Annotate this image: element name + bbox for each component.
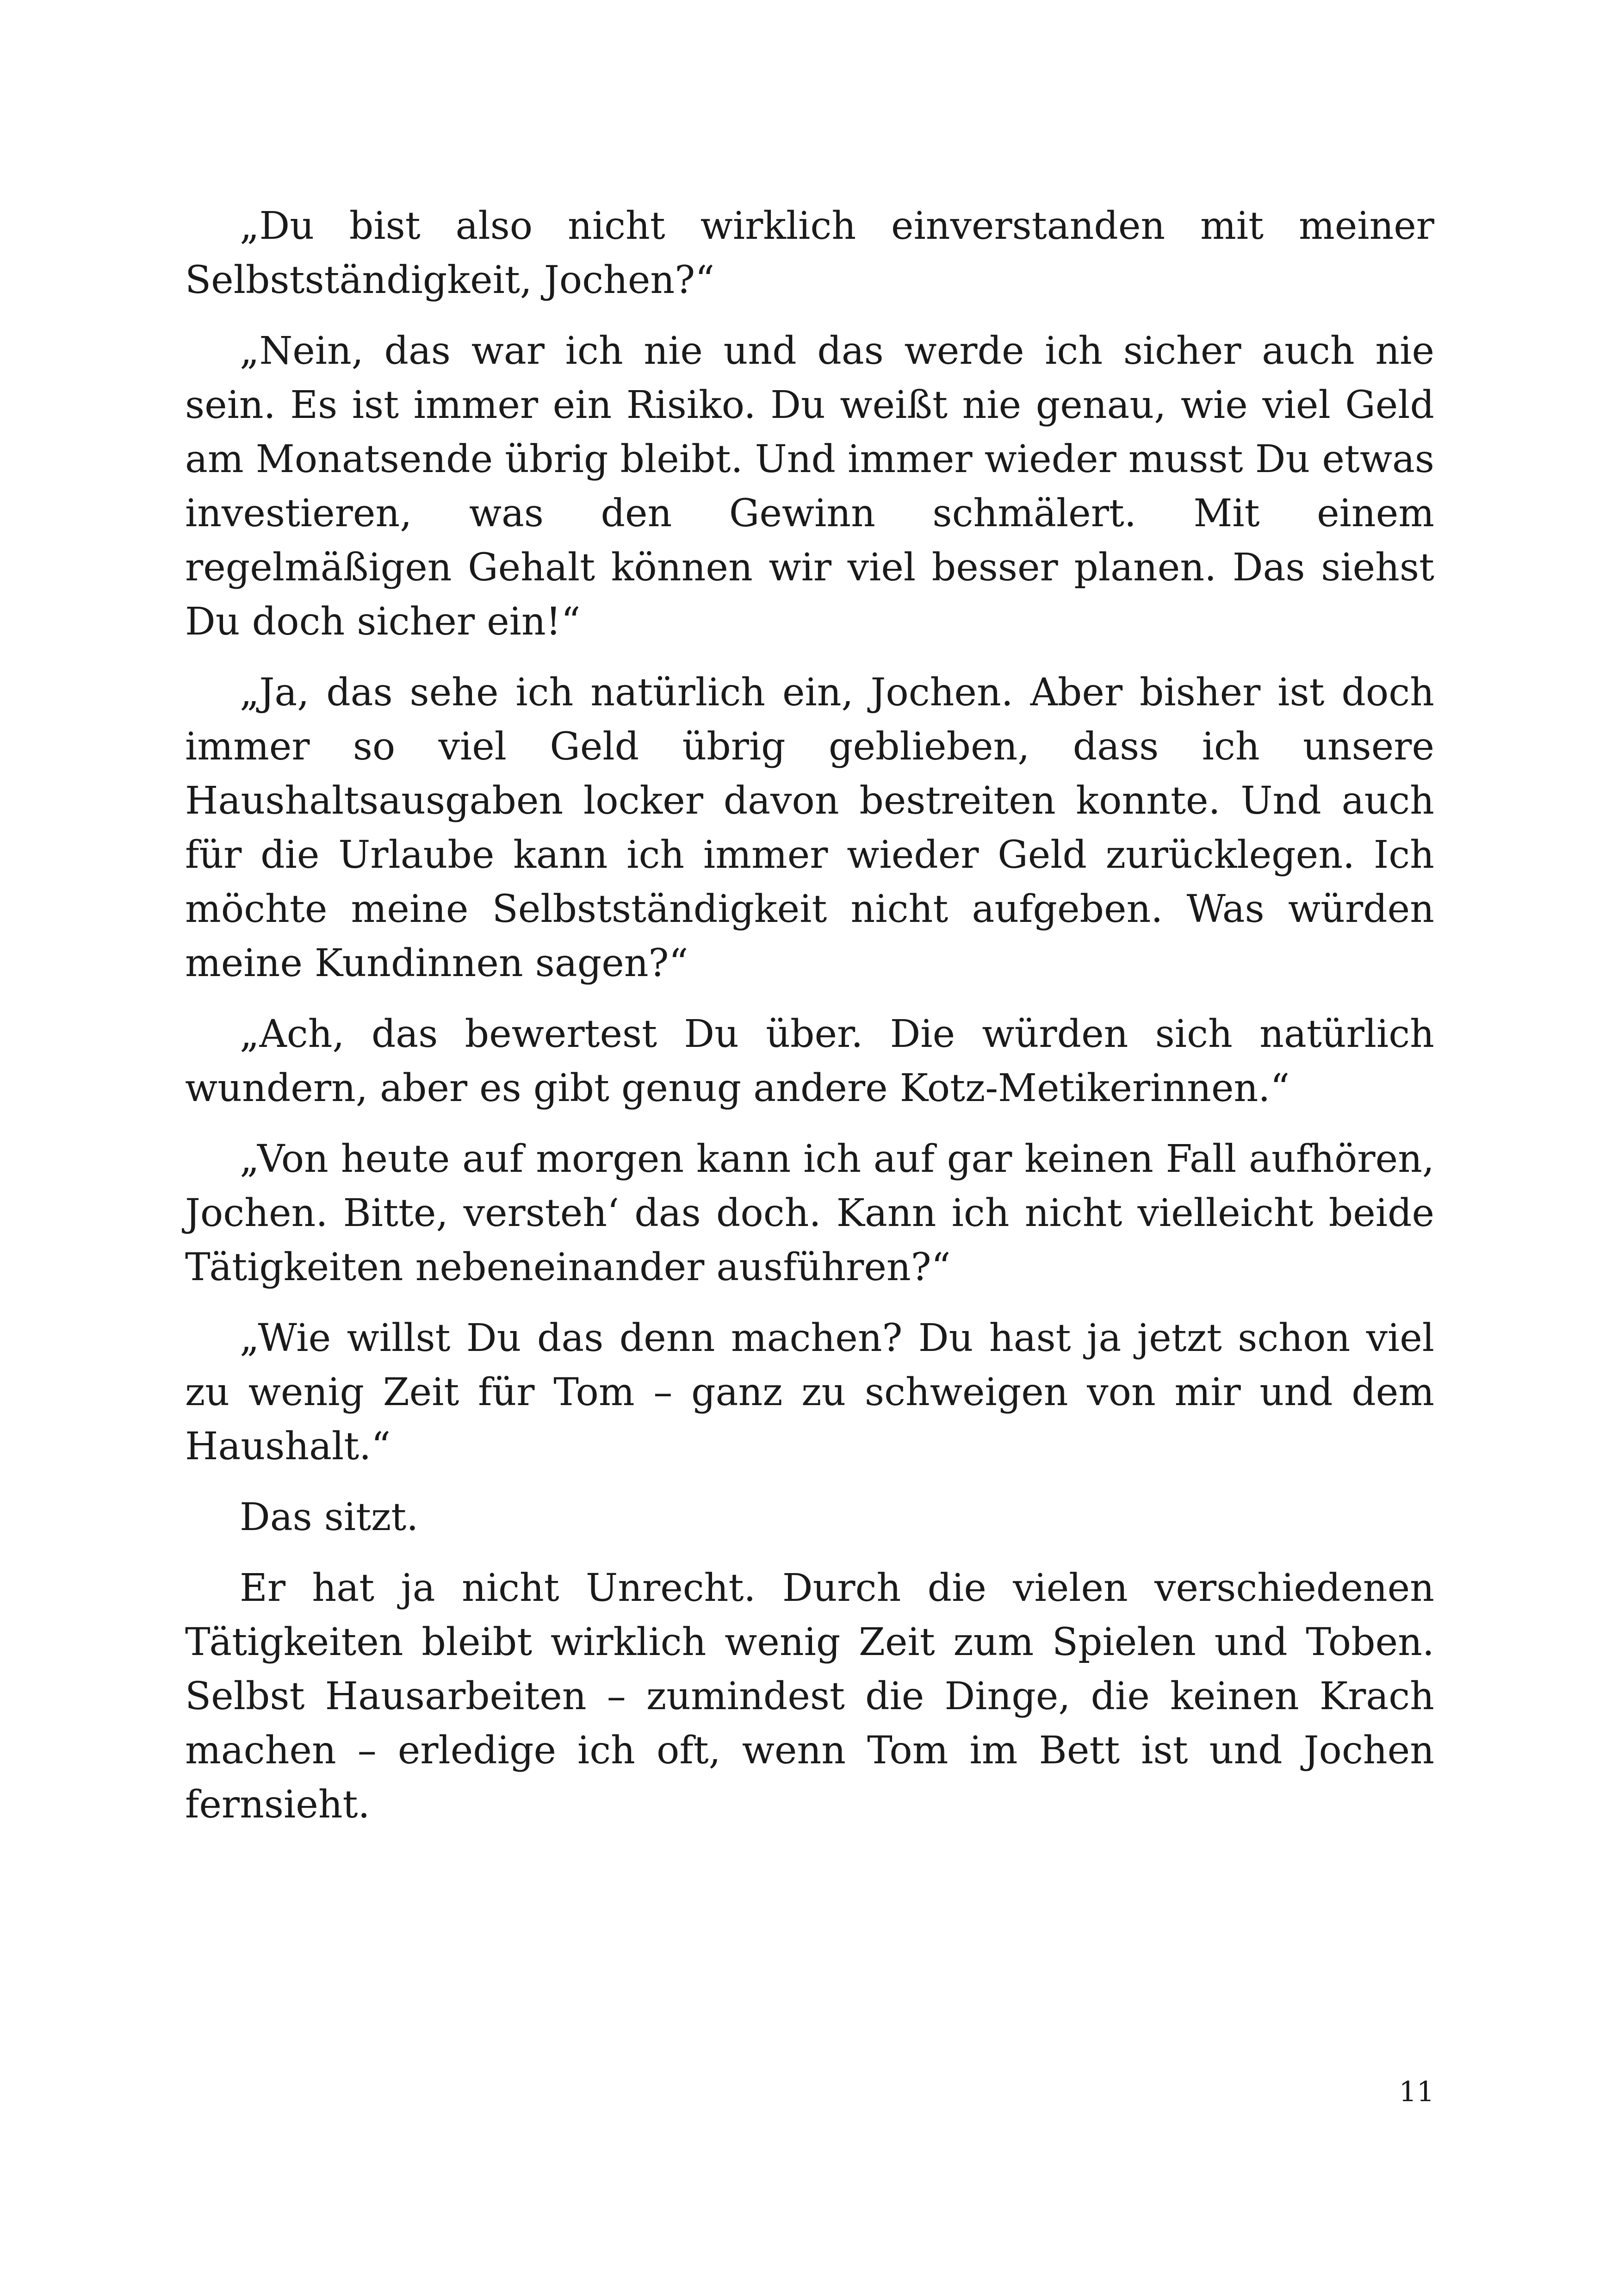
paragraph: „Du bist also nicht wirklich einverstanden mit meiner Selbstständigkeit, Jochen?“ (185, 204, 1434, 302)
paragraph: Das sitzt. (240, 1495, 419, 1539)
paragraph: Er hat ja nicht Unrecht. Durch die vielen verschiedenen Tätigkeiten bleibt wirklich wenig Zeit zum Spielen und Toben. Selbst Hausarbeiten – zumindest die Dinge, die keinen Krach machen – erledige ich oft, wenn Tom im Bett ist und Jochen fernsieht. (185, 1566, 1434, 1827)
paragraph: „Nein, das war ich nie und das werde ich sicher auch nie sein. Es ist immer ein Risiko. Du weißt nie genau, wie viel Geld am Monatsende übrig bleibt. Und immer wieder musst Du etwas investieren, was den Gewinn schmälert. Mit einem regelmäßigen Gehalt können wir viel besser planen. Das siehst Du doch sicher ein!“ (185, 329, 1434, 644)
paragraph: „Wie willst Du das denn machen? Du hast ja jetzt schon viel zu wenig Zeit für Tom – ganz zu schweigen von mir und dem Haushalt.“ (185, 1316, 1434, 1468)
page-number: 11 (1399, 2076, 1434, 2108)
paragraph: „Ja, das sehe ich natürlich ein, Jochen. Aber bisher ist doch immer so viel Geld übrig geblieben, dass ich unsere Haushaltsausgaben locker davon bestreiten konnte. Und auch für die Urlaube kann ich immer wieder Geld zurücklegen. Ich möchte meine Selbstständigkeit nicht aufgeben. Was würden meine Kundinnen sagen?“ (185, 671, 1434, 985)
paragraph: „Ach, das bewertest Du über. Die würden sich natürlich wundern, aber es gibt genug andere Kotz-Metikerinnen.“ (185, 1012, 1434, 1110)
page-body (185, 199, 1434, 1848)
paragraph: „Von heute auf morgen kann ich auf gar keinen Fall aufhören, Jochen. Bitte, versteh‘ das doch. Kann ich nicht vielleicht beide Tätigkeiten nebeneinander ausführen?“ (185, 1137, 1434, 1289)
